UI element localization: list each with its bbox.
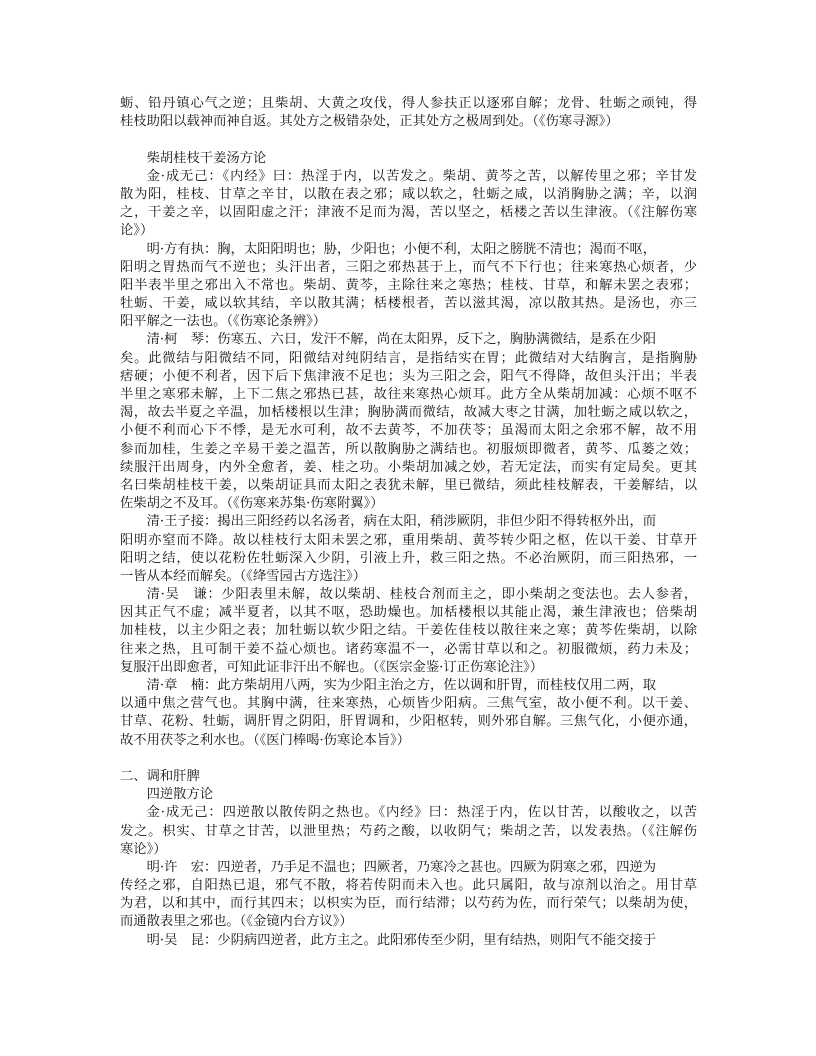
text-line: 加桂枝，以主少阳之表；加牡蛎以软少阳之结。干姜佐佳枝以散往来之寒；黄芩佐柴胡，以除 [120, 623, 697, 639]
text-line: 故不用茯苓之利水也。（《医门棒喝·伤寒论本旨》） [120, 732, 411, 748]
text-line: 清·柯 琴：伤寒五、六日，发汗不解，尚在太阳界，反下之，胸胁满微结，是系在少阳 [146, 332, 657, 348]
text-line: 半里之寒邪未解，上下二焦之邪热已甚，故往来寒热心烦耳。此方全从柴胡加减：心烦不呕不 [120, 387, 697, 402]
text-line: 复服汗出即愈者，可知此证非汗出不解也。（《医宗金鉴·订正伤寒论注》） [120, 659, 544, 675]
text-line: 金·成无己：四逆散以散传阴之热也。《内经》曰：热淫于内，佐以甘苦，以酸收之，以苦 [146, 805, 697, 821]
subheading [120, 150, 697, 168]
text-line: 论》） [120, 223, 154, 239]
text-line: 阳平解之一法也。（《伤寒论条辨》） [120, 314, 327, 330]
text-line: 二、调和肝脾 [120, 768, 200, 784]
document-page [120, 95, 697, 950]
text-line: 阳明之结，使以花粉佐牡蛎深入少阴，引液上升，救三阳之热。不必治厥阴，而三阳热邪，一 [120, 550, 697, 566]
text-line: 牡蛎、干姜，咸以软其结，辛以散其满；栝楼根者，苦以滋其渴，凉以散其热。是汤也，亦三 [120, 296, 697, 312]
commentary-wang-zijie [120, 513, 697, 586]
text-line: 之，干姜之辛，以固阳虚之汗；津液不足而为渴，苦以坚之，栝楼之苦以生津液。（《注解伤寒 [120, 205, 697, 221]
continued-paragraph [120, 95, 697, 131]
text-line: 寒论》） [120, 841, 167, 857]
text-line: 甘草、花粉、牡蛎，调肝胃之阴阳，肝胃调和，少阳枢转，则外邪自解。三焦气化，小便亦通， [120, 714, 697, 730]
section-heading [120, 768, 697, 786]
text-line: 以通中焦之营气也。其胸中满，往来寒热，心烦皆少阳病。三焦气室，故小便不利。以干姜、 [120, 696, 697, 712]
text-line: 清·章 楠：此方柴胡用八两，实为少阳主治之方，佐以调和肝胃，而桂枝仅用二两，取 [146, 678, 657, 693]
commentary-ke-qin [120, 331, 697, 513]
text-line: 金·成无己：《内经》曰：热淫于内，以苦发之。柴胡、黄芩之苦，以解传里之邪；辛甘发 [146, 168, 697, 184]
commentary-zhang-nan [120, 677, 697, 750]
text-line: 参而加桂，生姜之辛易干姜之温苦，所以散胸胁之满结也。初服烦即微者，黄芩、瓜蒌之效； [120, 441, 697, 457]
text-line: 渴，故去半夏之辛温，加栝楼根以生津；胸胁满而微结，故减大枣之甘满，加牡蛎之咸以软之， [120, 405, 697, 421]
text-line: 矣。此微结与阳微结不同，阳微结对纯阴结言，是指结实在胃；此微结对大结胸言，是指胸胁 [120, 350, 697, 366]
text-line: 发之。枳实、甘草之甘苦，以泄里热；芍药之酸，以收阴气；柴胡之苦，以发表热。（《注解伤 [120, 823, 697, 839]
text-line: 四逆散方论 [146, 787, 214, 803]
text-line: 为君，以和其中，而行其四末；以枳实为臣，而行结滞；以芍药为佐，而行荣气；以柴胡为使， [120, 896, 697, 912]
text-line: 阳明亦窒而不降。故以桂枝行太阳未罢之邪，重用柴胡、黄芩转少阳之枢，佐以干姜、甘草开 [120, 532, 697, 548]
text-line: 明·许 宏：四逆者，乃手足不温也；四厥者，乃寒冷之甚也。四厥为阴寒之邪，四逆为 [146, 859, 657, 875]
commentary-fang-youzhi [120, 241, 697, 332]
text-line: 痞硬；小便不利者，因下后下焦津液不足也；头为三阳之会，阳气不得降，故但头汗出；半表 [120, 368, 697, 384]
text-line: 一皆从本经而解矣。（《绛雪园古方选注》） [120, 568, 366, 584]
text-line: 小便不利而心下不悸，是无水可利，故不去黄芩，不加茯苓；虽渴而太阳之余邪不解，故不用 [120, 423, 697, 439]
commentary-cheng-wuji [120, 168, 697, 241]
text-line: 桂枝助阳以载神而神自返。其处方之极错杂处，正其处方之极周到处。（《伤寒寻源》） [120, 114, 619, 130]
text-line: 清·吴 谦：少阳表里未解，故以柴胡、桂枝合剂而主之，即小柴胡之变法也。去人参者， [146, 587, 697, 603]
text-line: 阳明之胃热而气不逆也；头汗出者，三阳之邪热甚于上，而气不下行也；往来寒热心烦者，少 [120, 259, 697, 275]
text-line: 传经之邪，自阳热已退，邪气不散，将若传阴而未入也。此只属阳，故与凉剂以治之。用甘草 [120, 878, 697, 894]
blank-line [120, 131, 697, 149]
text-line: 清·王子接：揭出三阳经药以名汤者，病在太阳，稍涉厥阴，非但少阳不得转枢外出，而 [146, 514, 657, 530]
text-line: 明·方有执：胸，太阳阳明也；胁，少阳也；小便不利，太阳之膀胱不清也；渴而不呕， [146, 241, 657, 257]
text-line: 而通散表里之邪也。（《金镜内台方议》） [120, 914, 353, 930]
text-line: 明·吴 昆：少阴病四逆者，此方主之。此阳邪传至少阴，里有结热，则阳气不能交接于 [146, 932, 657, 948]
text-line: 佐柴胡之不及耳。（《伤寒来苏集·伤寒附翼》） [120, 496, 384, 512]
blank-line [120, 750, 697, 768]
commentary-xu-hong [120, 859, 697, 932]
text-line: 散为阳，桂枝、甘草之辛甘，以散在表之邪；咸以软之，牡蛎之咸，以消胸胁之满；辛，以润 [120, 186, 697, 202]
commentary-wu-qian [120, 586, 697, 677]
text-line: 因其正气不虚；减半夏者，以其不呕，恐助燥也。加栝楼根以其能止渴，兼生津液也；倍柴胡 [120, 605, 697, 621]
text-line: 阳半表半里之邪出入不常也。柴胡、黄芩，主除往来之寒热；桂枝、甘草，和解未罢之表邪； [120, 277, 697, 293]
commentary-wu-kun [120, 932, 697, 950]
commentary-cheng-wuji [120, 804, 697, 859]
text-line: 名曰柴胡桂枝干姜，以柴胡证具而太阳之表犹未解，里已微结，须此桂枝解表，干姜解结，以 [120, 477, 697, 493]
text-line: 往来之热，且可制干姜不益心烦也。诸药寒温不一，必需甘草以和之。初服微烦，药力未及； [120, 641, 697, 657]
text-line: 续服汗出周身，内外全愈者，姜、桂之功。小柴胡加减之妙，若无定法，而实有定局矣。更其 [120, 459, 697, 475]
subheading [120, 786, 697, 804]
text-line: 蛎、铅丹镇心气之逆；且柴胡、大黄之攻伐，得人参扶正以逐邪自解；龙骨、牡蛎之顽钝，得 [120, 96, 697, 111]
text-line: 柴胡桂枝干姜汤方论 [146, 150, 267, 166]
